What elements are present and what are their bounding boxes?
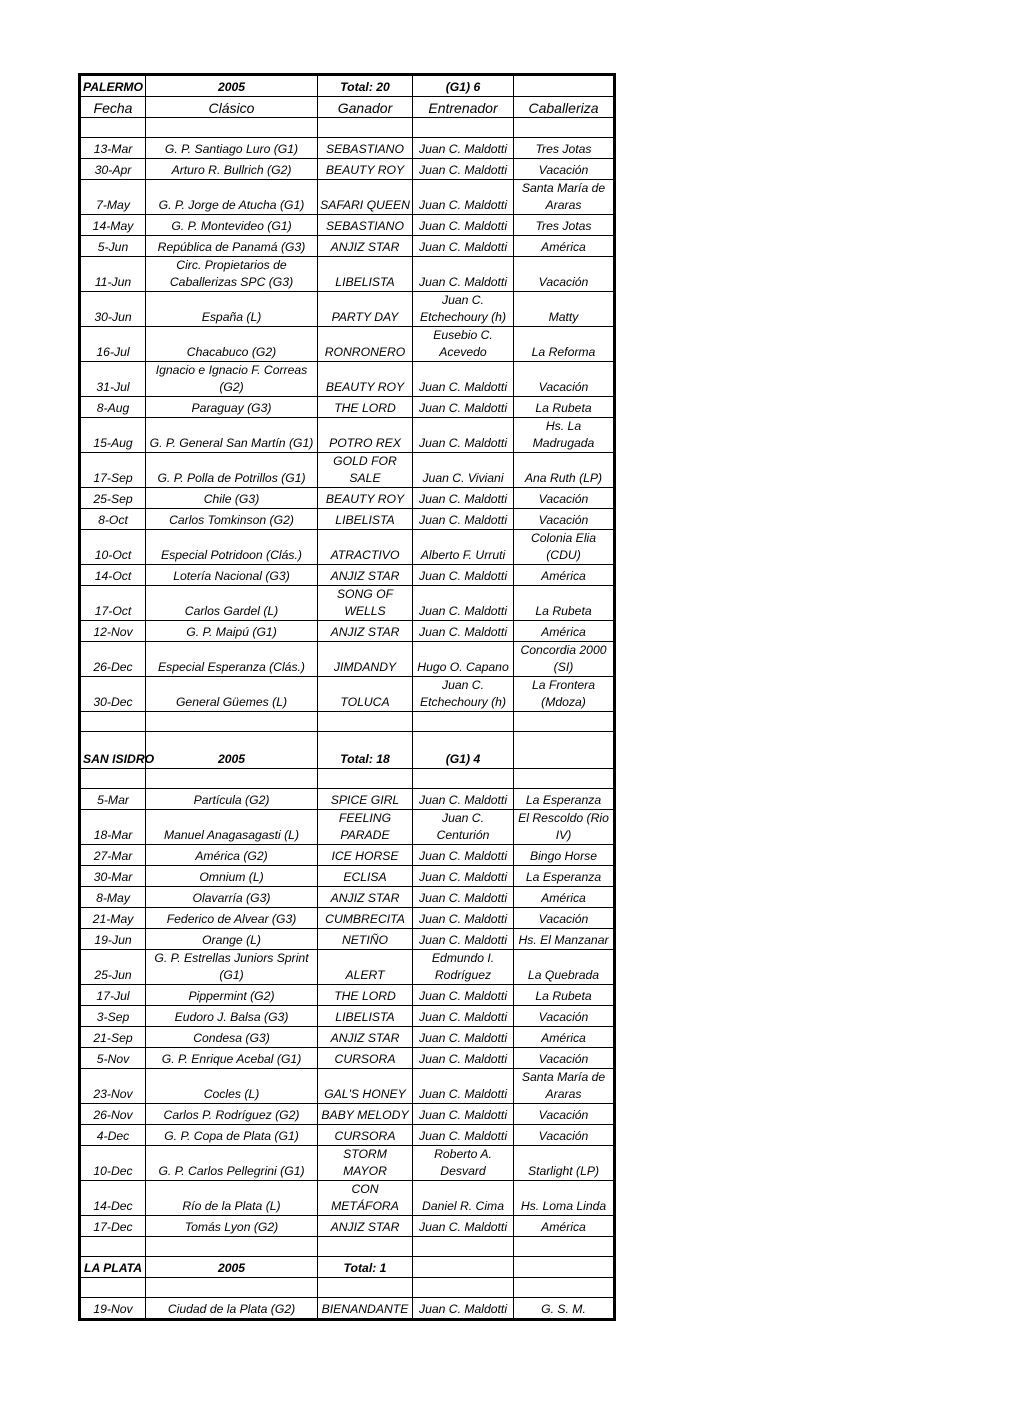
date-cell	[80, 1237, 146, 1257]
stable-cell	[514, 712, 615, 732]
date-cell	[80, 1278, 146, 1298]
stable-cell: América	[514, 1216, 615, 1237]
table-row	[80, 236, 615, 257]
race-cell: Carlos Gardel (L)	[146, 586, 318, 621]
trainer-cell: Juan C. Maldotti	[413, 138, 514, 159]
date-cell: 8-May	[80, 887, 146, 908]
winner-cell: PARTY DAY	[318, 292, 413, 327]
race-cell: G. P. Polla de Potrillos (G1)	[146, 453, 318, 488]
trainer-cell: Juan C. Etchechoury (h)	[413, 677, 514, 712]
race-cell	[146, 769, 318, 789]
race-cell: Manuel Anagasagasti (L)	[146, 810, 318, 845]
trainer-cell: Juan C. Maldotti	[413, 159, 514, 180]
winner-cell: THE LORD	[318, 397, 413, 418]
trainer-cell	[413, 1257, 514, 1278]
winner-cell: RONRONERO	[318, 327, 413, 362]
spacer-row	[80, 712, 615, 732]
race-cell: España (L)	[146, 292, 318, 327]
trainer-cell: Juan C. Maldotti	[413, 1125, 514, 1146]
race-cell: Partícula (G2)	[146, 789, 318, 810]
date-cell: 18-Mar	[80, 810, 146, 845]
trainer-cell: Daniel R. Cima	[413, 1181, 514, 1216]
race-cell: G. P. Santiago Luro (G1)	[146, 138, 318, 159]
trainer-cell: Juan C. Centurión	[413, 810, 514, 845]
table-row	[80, 866, 615, 887]
spacer-row	[80, 1237, 615, 1257]
table-row	[80, 1298, 615, 1320]
stable-cell: América	[514, 236, 615, 257]
race-cell: 2005	[146, 1257, 318, 1278]
date-cell: 31-Jul	[80, 362, 146, 397]
stable-cell: América	[514, 1027, 615, 1048]
table-row	[80, 1216, 615, 1237]
date-cell: 26-Nov	[80, 1104, 146, 1125]
race-cell: Condesa (G3)	[146, 1027, 318, 1048]
stable-cell: La Esperanza	[514, 866, 615, 887]
table-row	[80, 257, 615, 292]
stable-cell: Matty	[514, 292, 615, 327]
stable-cell: Vacación	[514, 908, 615, 929]
race-cell: Orange (L)	[146, 929, 318, 950]
table-row	[80, 1006, 615, 1027]
date-cell: 25-Jun	[80, 950, 146, 985]
stable-cell: América	[514, 887, 615, 908]
winner-cell	[318, 1278, 413, 1298]
race-cell: Río de la Plata (L)	[146, 1181, 318, 1216]
trainer-cell: Juan C. Viviani	[413, 453, 514, 488]
trainer-cell: Roberto A. Desvard	[413, 1146, 514, 1181]
stable-cell	[514, 1237, 615, 1257]
winner-cell: ICE HORSE	[318, 845, 413, 866]
table-row	[80, 292, 615, 327]
winner-cell	[318, 712, 413, 732]
results-table	[78, 73, 616, 1321]
winner-cell: ALERT	[318, 950, 413, 985]
trainer-cell: Juan C. Maldotti	[413, 509, 514, 530]
date-cell: 14-Dec	[80, 1181, 146, 1216]
winner-cell: SAFARI QUEEN	[318, 180, 413, 215]
table-row	[80, 950, 615, 985]
date-cell: 7-May	[80, 180, 146, 215]
date-cell: 11-Jun	[80, 257, 146, 292]
stable-cell: América	[514, 621, 615, 642]
table-row	[80, 453, 615, 488]
table-row	[80, 1125, 615, 1146]
race-cell: América (G2)	[146, 845, 318, 866]
stable-cell: Vacación	[514, 159, 615, 180]
table-row	[80, 908, 615, 929]
winner-cell: CON METÁFORA	[318, 1181, 413, 1216]
trainer-cell	[413, 1237, 514, 1257]
trainer-cell: Edmundo I. Rodríguez	[413, 950, 514, 985]
trainer-cell: Eusebio C. Acevedo	[413, 327, 514, 362]
stable-cell: La Rubeta	[514, 586, 615, 621]
trainer-cell: Juan C. Maldotti	[413, 418, 514, 453]
stable-cell: Starlight (LP)	[514, 1146, 615, 1181]
trainer-cell: Juan C. Maldotti	[413, 362, 514, 397]
stable-cell: Santa María de Araras	[514, 180, 615, 215]
winner-cell: ECLISA	[318, 866, 413, 887]
race-cell: G. P. Maipú (G1)	[146, 621, 318, 642]
results-table-body	[80, 75, 615, 1320]
trainer-cell: Juan C. Maldotti	[413, 621, 514, 642]
stable-cell: Bingo Horse	[514, 845, 615, 866]
stable-cell: La Rubeta	[514, 397, 615, 418]
date-cell: 16-Jul	[80, 327, 146, 362]
date-cell: 8-Oct	[80, 509, 146, 530]
date-cell: 15-Aug	[80, 418, 146, 453]
winner-cell: BEAUTY ROY	[318, 488, 413, 509]
stable-cell: Hs. Loma Linda	[514, 1181, 615, 1216]
race-cell: G. P. Copa de Plata (G1)	[146, 1125, 318, 1146]
date-cell: 8-Aug	[80, 397, 146, 418]
trainer-cell: Juan C. Maldotti	[413, 488, 514, 509]
trainer-cell: Juan C. Maldotti	[413, 397, 514, 418]
section-header-row	[80, 732, 615, 769]
stable-cell: La Esperanza	[514, 789, 615, 810]
winner-cell: SONG OF WELLS	[318, 586, 413, 621]
stable-cell: La Rubeta	[514, 985, 615, 1006]
race-cell: 2005	[146, 75, 318, 97]
stable-cell: Vacación	[514, 257, 615, 292]
table-row	[80, 1069, 615, 1104]
winner-cell: TOLUCA	[318, 677, 413, 712]
race-cell: Olavarría (G3)	[146, 887, 318, 908]
race-cell: General Güemes (L)	[146, 677, 318, 712]
date-cell: 5-Mar	[80, 789, 146, 810]
winner-cell: LIBELISTA	[318, 1006, 413, 1027]
table-row	[80, 488, 615, 509]
stable-cell: El Rescoldo (Rio IV)	[514, 810, 615, 845]
date-cell: 30-Mar	[80, 866, 146, 887]
trainer-cell: Juan C. Maldotti	[413, 1027, 514, 1048]
winner-cell: Ganador	[318, 97, 413, 118]
winner-cell: ANJIZ STAR	[318, 236, 413, 257]
date-cell: 23-Nov	[80, 1069, 146, 1104]
stable-cell: Vacación	[514, 1125, 615, 1146]
date-cell: 21-May	[80, 908, 146, 929]
stable-cell: Hs. El Manzanar	[514, 929, 615, 950]
race-cell: G. P. Estrellas Juniors Sprint (G1)	[146, 950, 318, 985]
race-cell: Ignacio e Ignacio F. Correas (G2)	[146, 362, 318, 397]
trainer-cell: (G1) 6	[413, 75, 514, 97]
race-cell: G. P. General San Martín (G1)	[146, 418, 318, 453]
stable-cell: Vacación	[514, 1006, 615, 1027]
race-cell: Carlos P. Rodríguez (G2)	[146, 1104, 318, 1125]
race-cell: Eudoro J. Balsa (G3)	[146, 1006, 318, 1027]
stable-cell: G. S. M.	[514, 1298, 615, 1320]
winner-cell: STORM MAYOR	[318, 1146, 413, 1181]
stable-cell: Vacación	[514, 362, 615, 397]
stable-cell	[514, 1278, 615, 1298]
winner-cell: CURSORA	[318, 1048, 413, 1069]
date-cell: 27-Mar	[80, 845, 146, 866]
race-cell: Especial Potridoon (Clás.)	[146, 530, 318, 565]
trainer-cell: Juan C. Maldotti	[413, 866, 514, 887]
table-row	[80, 362, 615, 397]
winner-cell: BABY MELODY	[318, 1104, 413, 1125]
winner-cell: GOLD FOR SALE	[318, 453, 413, 488]
table-row	[80, 159, 615, 180]
stable-cell: América	[514, 565, 615, 586]
table-row	[80, 565, 615, 586]
winner-cell: ANJIZ STAR	[318, 565, 413, 586]
table-row	[80, 397, 615, 418]
trainer-cell	[413, 118, 514, 138]
table-row	[80, 642, 615, 677]
winner-cell: Total: 1	[318, 1257, 413, 1278]
winner-cell	[318, 118, 413, 138]
winner-cell: CURSORA	[318, 1125, 413, 1146]
race-cell: Pippermint (G2)	[146, 985, 318, 1006]
date-cell: 19-Jun	[80, 929, 146, 950]
stable-cell: Vacación	[514, 509, 615, 530]
date-cell: 10-Oct	[80, 530, 146, 565]
race-cell: Paraguay (G3)	[146, 397, 318, 418]
race-cell: G. P. Montevideo (G1)	[146, 215, 318, 236]
table-row	[80, 509, 615, 530]
stable-cell: Colonia Elia (CDU)	[514, 530, 615, 565]
table-row	[80, 789, 615, 810]
section-header-row	[80, 1257, 615, 1278]
date-cell: LA PLATA	[80, 1257, 146, 1278]
stable-cell: Vacación	[514, 1104, 615, 1125]
trainer-cell: Juan C. Maldotti	[413, 1298, 514, 1320]
table-row	[80, 677, 615, 712]
spacer-row	[80, 118, 615, 138]
date-cell: 19-Nov	[80, 1298, 146, 1320]
date-cell: 26-Dec	[80, 642, 146, 677]
winner-cell: BIENANDANTE	[318, 1298, 413, 1320]
table-row	[80, 327, 615, 362]
trainer-cell	[413, 769, 514, 789]
section-header-row	[80, 75, 615, 97]
race-cell: Chile (G3)	[146, 488, 318, 509]
date-cell: 17-Dec	[80, 1216, 146, 1237]
winner-cell: THE LORD	[318, 985, 413, 1006]
column-header-row	[80, 97, 615, 118]
table-row	[80, 985, 615, 1006]
stable-cell: Santa María de Araras	[514, 1069, 615, 1104]
date-cell: 3-Sep	[80, 1006, 146, 1027]
winner-cell: POTRO REX	[318, 418, 413, 453]
winner-cell: LIBELISTA	[318, 509, 413, 530]
race-cell: Federico de Alvear (G3)	[146, 908, 318, 929]
race-cell: G. P. Carlos Pellegrini (G1)	[146, 1146, 318, 1181]
race-cell: Lotería Nacional (G3)	[146, 565, 318, 586]
date-cell: 21-Sep	[80, 1027, 146, 1048]
date-cell: SAN ISIDRO	[80, 732, 146, 769]
trainer-cell: Juan C. Maldotti	[413, 565, 514, 586]
trainer-cell: Juan C. Maldotti	[413, 215, 514, 236]
race-cell	[146, 1237, 318, 1257]
stable-cell	[514, 75, 615, 97]
race-cell: Tomás Lyon (G2)	[146, 1216, 318, 1237]
table-row	[80, 1181, 615, 1216]
table-row	[80, 180, 615, 215]
table-row	[80, 621, 615, 642]
date-cell: 30-Jun	[80, 292, 146, 327]
winner-cell: GAL'S HONEY	[318, 1069, 413, 1104]
trainer-cell: Juan C. Maldotti	[413, 789, 514, 810]
trainer-cell: Juan C. Maldotti	[413, 908, 514, 929]
trainer-cell: Juan C. Maldotti	[413, 1216, 514, 1237]
table-row	[80, 530, 615, 565]
date-cell: Fecha	[80, 97, 146, 118]
table-row	[80, 586, 615, 621]
stable-cell: Tres Jotas	[514, 215, 615, 236]
table-row	[80, 1048, 615, 1069]
table-row	[80, 810, 615, 845]
trainer-cell	[413, 712, 514, 732]
stable-cell: Concordia 2000 (SI)	[514, 642, 615, 677]
winner-cell: SPICE GIRL	[318, 789, 413, 810]
date-cell: 12-Nov	[80, 621, 146, 642]
race-cell: Chacabuco (G2)	[146, 327, 318, 362]
race-cell: República de Panamá (G3)	[146, 236, 318, 257]
date-cell: PALERMO	[80, 75, 146, 97]
winner-cell: Total: 18	[318, 732, 413, 769]
table-row	[80, 138, 615, 159]
spacer-row	[80, 1278, 615, 1298]
trainer-cell: Alberto F. Urruti	[413, 530, 514, 565]
table-row	[80, 845, 615, 866]
race-cell: Cocles (L)	[146, 1069, 318, 1104]
date-cell: 10-Dec	[80, 1146, 146, 1181]
table-row	[80, 887, 615, 908]
race-cell: G. P. Enrique Acebal (G1)	[146, 1048, 318, 1069]
winner-cell: SEBASTIANO	[318, 215, 413, 236]
trainer-cell: Juan C. Maldotti	[413, 985, 514, 1006]
stable-cell: La Reforma	[514, 327, 615, 362]
table-row	[80, 929, 615, 950]
winner-cell: CUMBRECITA	[318, 908, 413, 929]
trainer-cell: Juan C. Etchechoury (h)	[413, 292, 514, 327]
stable-cell	[514, 769, 615, 789]
trainer-cell: Juan C. Maldotti	[413, 1069, 514, 1104]
stable-cell: Caballeriza	[514, 97, 615, 118]
table-row	[80, 215, 615, 236]
table-row	[80, 1146, 615, 1181]
winner-cell: ATRACTIVO	[318, 530, 413, 565]
date-cell: 13-Mar	[80, 138, 146, 159]
date-cell	[80, 712, 146, 732]
race-cell: Omnium (L)	[146, 866, 318, 887]
race-cell: Circ. Propietarios de Caballerizas SPC (G3)	[146, 257, 318, 292]
date-cell: 4-Dec	[80, 1125, 146, 1146]
winner-cell: ANJIZ STAR	[318, 1216, 413, 1237]
winner-cell: ANJIZ STAR	[318, 887, 413, 908]
race-cell: Ciudad de la Plata (G2)	[146, 1298, 318, 1320]
trainer-cell: Juan C. Maldotti	[413, 887, 514, 908]
trainer-cell: Hugo O. Capano	[413, 642, 514, 677]
table-row	[80, 1104, 615, 1125]
date-cell: 5-Nov	[80, 1048, 146, 1069]
race-cell: 2005	[146, 732, 318, 769]
date-cell: 14-May	[80, 215, 146, 236]
date-cell: 30-Apr	[80, 159, 146, 180]
trainer-cell: Juan C. Maldotti	[413, 180, 514, 215]
date-cell: 14-Oct	[80, 565, 146, 586]
trainer-cell: Entrenador	[413, 97, 514, 118]
winner-cell: NETIÑO	[318, 929, 413, 950]
trainer-cell: Juan C. Maldotti	[413, 1006, 514, 1027]
trainer-cell: Juan C. Maldotti	[413, 1104, 514, 1125]
winner-cell	[318, 769, 413, 789]
date-cell: 17-Sep	[80, 453, 146, 488]
trainer-cell: Juan C. Maldotti	[413, 236, 514, 257]
date-cell: 30-Dec	[80, 677, 146, 712]
stable-cell: Hs. La Madrugada	[514, 418, 615, 453]
winner-cell: ANJIZ STAR	[318, 621, 413, 642]
stable-cell: Vacación	[514, 1048, 615, 1069]
winner-cell: JIMDANDY	[318, 642, 413, 677]
winner-cell	[318, 1237, 413, 1257]
trainer-cell: (G1) 4	[413, 732, 514, 769]
date-cell: 25-Sep	[80, 488, 146, 509]
winner-cell: Total: 20	[318, 75, 413, 97]
winner-cell: FEELING PARADE	[318, 810, 413, 845]
trainer-cell: Juan C. Maldotti	[413, 1048, 514, 1069]
spacer-row	[80, 769, 615, 789]
trainer-cell	[413, 1278, 514, 1298]
date-cell	[80, 769, 146, 789]
date-cell	[80, 118, 146, 138]
winner-cell: BEAUTY ROY	[318, 362, 413, 397]
stable-cell: La Quebrada	[514, 950, 615, 985]
stable-cell	[514, 1257, 615, 1278]
stable-cell: Tres Jotas	[514, 138, 615, 159]
race-cell: Carlos Tomkinson (G2)	[146, 509, 318, 530]
winner-cell: BEAUTY ROY	[318, 159, 413, 180]
table-row	[80, 418, 615, 453]
winner-cell: ANJIZ STAR	[318, 1027, 413, 1048]
table-row	[80, 1027, 615, 1048]
stable-cell	[514, 732, 615, 769]
trainer-cell: Juan C. Maldotti	[413, 257, 514, 292]
stable-cell: Ana Ruth (LP)	[514, 453, 615, 488]
race-cell: Arturo R. Bullrich (G2)	[146, 159, 318, 180]
race-cell	[146, 1278, 318, 1298]
trainer-cell: Juan C. Maldotti	[413, 586, 514, 621]
race-cell	[146, 712, 318, 732]
race-cell	[146, 118, 318, 138]
date-cell: 5-Jun	[80, 236, 146, 257]
winner-cell: LIBELISTA	[318, 257, 413, 292]
stable-cell	[514, 118, 615, 138]
race-cell: Especial Esperanza (Clás.)	[146, 642, 318, 677]
race-cell: Clásico	[146, 97, 318, 118]
trainer-cell: Juan C. Maldotti	[413, 845, 514, 866]
date-cell: 17-Oct	[80, 586, 146, 621]
stable-cell: Vacación	[514, 488, 615, 509]
stable-cell: La Frontera (Mdoza)	[514, 677, 615, 712]
winner-cell: SEBASTIANO	[318, 138, 413, 159]
race-cell: G. P. Jorge de Atucha (G1)	[146, 180, 318, 215]
trainer-cell: Juan C. Maldotti	[413, 929, 514, 950]
date-cell: 17-Jul	[80, 985, 146, 1006]
